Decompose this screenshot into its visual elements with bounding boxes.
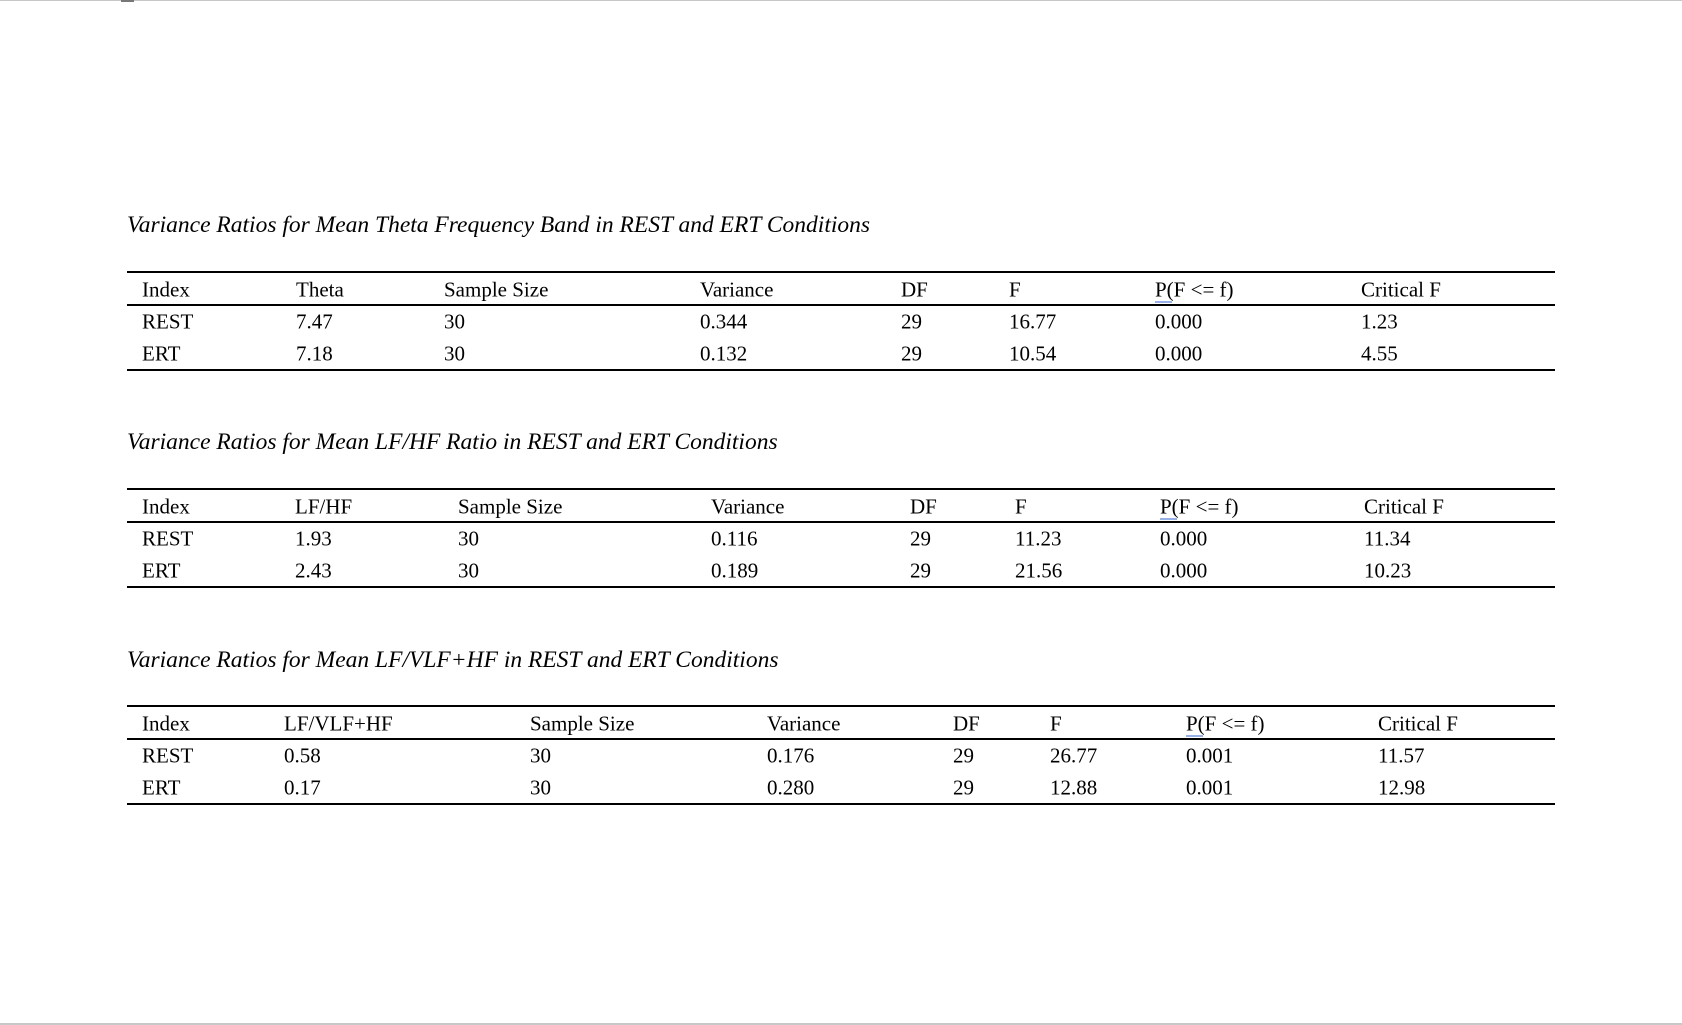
table-caption: Variance Ratios for Mean LF/HF Ratio in REST and ERT Conditions xyxy=(127,429,778,455)
table-cell: 0.17 xyxy=(284,775,321,800)
table-bottom-rule xyxy=(127,369,1555,371)
table-caption: Variance Ratios for Mean Theta Frequency Band in REST and ERT Conditions xyxy=(127,212,871,238)
column-header: LF/VLF+HF xyxy=(284,711,393,736)
table-cell: 0.001 xyxy=(1186,743,1234,768)
table-cell: 30 xyxy=(530,775,551,800)
column-header: P(F <= f) xyxy=(1155,277,1234,302)
table-cell: 29 xyxy=(910,526,931,551)
variance-table xyxy=(127,488,1555,588)
column-header: Critical F xyxy=(1361,277,1441,302)
table-cell: REST xyxy=(142,526,194,551)
column-header: Critical F xyxy=(1378,711,1458,736)
column-header: F xyxy=(1015,494,1027,519)
column-header: Index xyxy=(142,277,190,302)
table-cell: 0.58 xyxy=(284,743,321,768)
table-cell: 30 xyxy=(458,526,479,551)
table-cell: 7.47 xyxy=(296,309,333,334)
table-cell: 29 xyxy=(953,775,974,800)
table-caption: Variance Ratios for Mean LF/VLF+HF in REST and ERT Conditions xyxy=(127,647,779,673)
column-header: Sample Size xyxy=(458,494,563,519)
column-header: P(F <= f) xyxy=(1160,494,1239,519)
table-cell: 11.23 xyxy=(1015,526,1062,551)
table-cell: ERT xyxy=(142,341,181,366)
table-cell: 0.000 xyxy=(1155,309,1203,334)
table-cell: 29 xyxy=(953,743,974,768)
table-cell: 7.18 xyxy=(296,341,333,366)
table-cell: 30 xyxy=(530,743,551,768)
table-cell: REST xyxy=(142,309,194,334)
table-cell: 0.132 xyxy=(700,341,748,366)
table-cell: 0.176 xyxy=(767,743,815,768)
column-header: Index xyxy=(142,711,190,736)
table-cell: 0.344 xyxy=(700,309,748,334)
column-header: Sample Size xyxy=(530,711,635,736)
table-cell: 26.77 xyxy=(1050,743,1098,768)
column-header: DF xyxy=(953,711,980,736)
table-cell: 30 xyxy=(444,341,465,366)
header-rule xyxy=(127,304,1555,306)
table-cell: 12.88 xyxy=(1050,775,1098,800)
column-header: Sample Size xyxy=(444,277,549,302)
table-cell: 11.34 xyxy=(1364,526,1411,551)
table-cell: 10.54 xyxy=(1009,341,1057,366)
table-cell: 0.001 xyxy=(1186,775,1234,800)
column-header: Variance xyxy=(700,277,774,302)
column-header: F xyxy=(1009,277,1021,302)
table-cell: 0.000 xyxy=(1155,341,1203,366)
column-header: DF xyxy=(910,494,937,519)
table-cell: 0.189 xyxy=(711,558,759,583)
column-header: LF/HF xyxy=(295,494,353,519)
table-cell: 16.77 xyxy=(1009,309,1057,334)
table-cell: 30 xyxy=(458,558,479,583)
table-top-rule xyxy=(127,488,1555,490)
table-top-rule xyxy=(127,705,1555,707)
table-cell: 1.23 xyxy=(1361,309,1398,334)
table-cell: 11.57 xyxy=(1378,743,1425,768)
table-cell: 12.98 xyxy=(1378,775,1426,800)
variance-table xyxy=(127,271,1555,371)
column-header: Variance xyxy=(767,711,841,736)
header-rule xyxy=(127,738,1555,740)
table-cell: 29 xyxy=(901,309,922,334)
column-header: Theta xyxy=(296,277,344,302)
column-header: Variance xyxy=(711,494,785,519)
table-cell: ERT xyxy=(142,558,181,583)
table-cell: REST xyxy=(142,743,194,768)
table-cell: 2.43 xyxy=(295,558,332,583)
table-cell: 29 xyxy=(901,341,922,366)
column-header: F xyxy=(1050,711,1062,736)
table-cell: 0.000 xyxy=(1160,558,1208,583)
variance-table xyxy=(127,705,1555,805)
ruler-marker xyxy=(121,0,134,2)
table-bottom-rule xyxy=(127,803,1555,805)
table-cell: 4.55 xyxy=(1361,341,1398,366)
window-top-border xyxy=(0,0,1682,1)
table-top-rule xyxy=(127,271,1555,273)
table-cell: 10.23 xyxy=(1364,558,1412,583)
column-header: DF xyxy=(901,277,928,302)
column-header: P(F <= f) xyxy=(1186,711,1265,736)
table-cell: 30 xyxy=(444,309,465,334)
table-cell: 0.000 xyxy=(1160,526,1208,551)
table-cell: 0.280 xyxy=(767,775,815,800)
header-rule xyxy=(127,521,1555,523)
column-header: Index xyxy=(142,494,190,519)
column-header: Critical F xyxy=(1364,494,1444,519)
table-cell: 29 xyxy=(910,558,931,583)
table-cell: 21.56 xyxy=(1015,558,1063,583)
table-cell: 1.93 xyxy=(295,526,332,551)
table-bottom-rule xyxy=(127,586,1555,588)
table-cell: ERT xyxy=(142,775,181,800)
table-cell: 0.116 xyxy=(711,526,758,551)
